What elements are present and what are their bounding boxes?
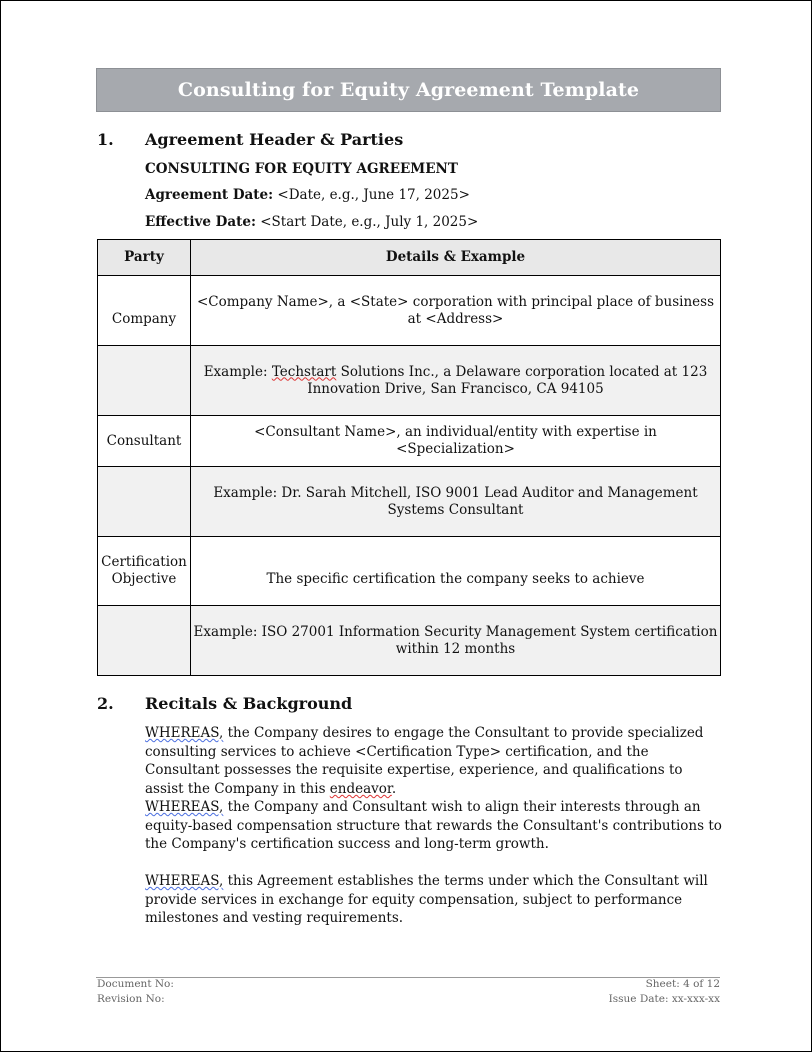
details-prefix: Example: — [203, 363, 272, 380]
details-cell: Example: ISO 27001 Information Security Management System certification within 12 months — [191, 606, 721, 676]
effective-date-label: Effective Date: — [145, 214, 256, 230]
party-cell — [98, 606, 191, 676]
whereas-term: WHEREAS, — [145, 873, 224, 889]
whereas-term: WHEREAS, — [145, 799, 224, 815]
parties-table — [97, 239, 721, 676]
agreement-date-line — [145, 187, 470, 203]
recital-paragraph — [145, 872, 723, 928]
party-cell: Consultant — [98, 416, 191, 467]
details-cell: Example: Dr. Sarah Mitchell, ISO 9001 Lead Auditor and Management Systems Consultant — [191, 467, 721, 537]
whereas-term: WHEREAS, — [145, 725, 224, 741]
footer-issue-date: Issue Date: xx-xxx-xx — [608, 993, 720, 1005]
recital-paragraph — [145, 798, 723, 854]
recital-text: this Agreement establishes the terms under which the Consultant will provide services in exchange for equity compensation, subject to performance milestones and vesting requirements. — [145, 873, 708, 927]
effective-date-line — [145, 214, 478, 230]
party-cell: Company — [98, 276, 191, 346]
header-party: Party — [98, 240, 191, 276]
table-row — [98, 416, 721, 467]
table-row — [98, 537, 721, 606]
recital-paragraph — [145, 724, 723, 798]
footer-document-no: Document No: — [97, 978, 174, 990]
table-header-row — [98, 240, 721, 276]
table-row — [98, 467, 721, 537]
footer-revision-no: Revision No: — [97, 993, 165, 1005]
recital-text: the Company desires to engage the Consultant to provide specialized consulting services to achieve <Certification Type> certification, and the Consultant possesses the requisite expertise, experience, and qualifications to assist the Company in this — [145, 725, 704, 797]
table-row — [98, 276, 721, 346]
section-1-number: 1. — [97, 130, 114, 149]
section-2-heading — [97, 694, 352, 713]
party-cell: Certification Objective — [98, 537, 191, 606]
table-row — [98, 606, 721, 676]
details-cell: <Company Name>, a <State> corporation with principal place of business at <Address> — [191, 276, 721, 346]
section-1-title: Agreement Header & Parties — [145, 130, 404, 149]
party-cell — [98, 467, 191, 537]
recital-text: the Company and Consultant wish to align their interests through an equity-based compensation structure that rewards the Consultant's contributions to the Company's certification success and long-term growth. — [145, 799, 722, 853]
agreement-date-value: <Date, e.g., June 17, 2025> — [277, 187, 470, 203]
footer-sheet: Sheet: 4 of 12 — [645, 978, 720, 990]
details-suffix: Solutions Inc., a Delaware corporation located at 123 Innovation Drive, San Francisco, CA 94105 — [307, 363, 708, 397]
effective-date-value: <Start Date, e.g., July 1, 2025> — [260, 214, 479, 230]
section-2-title: Recitals & Background — [145, 694, 353, 713]
header-details: Details & Example — [191, 240, 721, 276]
section-2-number: 2. — [97, 694, 114, 713]
recital-end: . — [391, 780, 397, 797]
party-cell — [98, 346, 191, 416]
spelling-flag: Techstart — [271, 363, 337, 380]
agreement-title: CONSULTING FOR EQUITY AGREEMENT — [145, 161, 458, 177]
table-row — [98, 346, 721, 416]
spelling-flag: endeavor — [329, 780, 392, 797]
section-1-heading — [97, 130, 403, 149]
footer-divider — [96, 977, 720, 978]
details-cell — [191, 346, 721, 416]
agreement-date-label: Agreement Date: — [145, 187, 274, 203]
details-cell: <Consultant Name>, an individual/entity with expertise in <Specialization> — [191, 416, 721, 467]
details-cell: The specific certification the company seeks to achieve — [191, 537, 721, 606]
document-title: Consulting for Equity Agreement Template — [96, 68, 721, 112]
